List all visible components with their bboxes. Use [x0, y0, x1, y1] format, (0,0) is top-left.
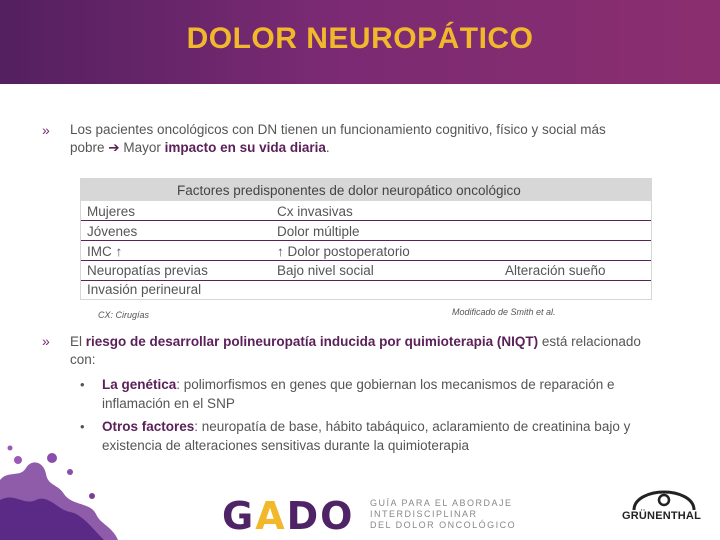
logo-letter: DO — [286, 494, 355, 538]
other-factors-text — [102, 417, 682, 455]
genetics-line-2: inflamación en el SNP — [102, 396, 235, 411]
tagline-line: INTERDISCIPLINAR — [370, 509, 478, 519]
logo-letter: G — [222, 494, 256, 538]
slide-title: DOLOR NEUROPÁTICO — [186, 22, 534, 55]
table-row — [81, 221, 651, 241]
intro-text: pobre — [70, 140, 109, 155]
other-factors-desc: : neuropatía de base, hábito tabáquico, aclaramiento de creatinina bajo y — [194, 419, 631, 434]
risk-line-2: con: — [70, 352, 96, 367]
intro-paragraph — [70, 121, 606, 157]
table-header — [81, 179, 651, 201]
risk-line-1 — [70, 333, 641, 351]
factor-cell: Bajo nivel social — [277, 263, 374, 278]
genetics-line-1 — [102, 375, 682, 394]
arrow-right-icon: ➔ — [108, 140, 120, 155]
logo-letter: A — [255, 494, 287, 538]
risk-text: está relacionado — [538, 334, 641, 349]
genetics-emphasis: La genética — [102, 377, 177, 392]
table-source: Modificado de Smith et al. — [452, 307, 556, 317]
other-factors-emphasis: Otros factores — [102, 419, 195, 434]
factor-cell: ↑ Dolor postoperatorio — [277, 244, 410, 259]
factor-cell: Jóvenes — [87, 224, 138, 239]
risk-text: El — [70, 334, 86, 349]
factor-cell: Mujeres — [87, 204, 136, 219]
grunenthal-brand: GRÜNENTHAL — [622, 510, 701, 522]
guia-tagline — [370, 498, 516, 531]
factor-cell: Cx invasivas — [277, 204, 353, 219]
intro-line-2 — [70, 139, 606, 157]
tagline-line: DEL DOLOR ONCOLÓGICO — [370, 520, 517, 530]
factors-table — [80, 178, 652, 300]
paint-splash-image — [0, 440, 130, 540]
bullet-dot-icon: • — [80, 419, 85, 434]
factor-cell: IMC ↑ — [87, 244, 123, 259]
tagline-line: GUÍA PARA EL ABORDAJE — [370, 498, 513, 508]
intro-line-1: Los pacientes oncológicos con DN tienen un funcionamiento cognitivo, físico y social más — [70, 122, 606, 137]
factor-cell: Neuropatías previas — [87, 263, 208, 278]
genetics-desc: : polimorfismos en genes que gobiernan los mecanismos de reparación e — [176, 377, 615, 392]
intro-emphasis: impacto en su vida diaria — [164, 140, 326, 155]
gado-logo — [222, 494, 354, 538]
risk-emphasis: riesgo de desarrollar polineuropatía inducida por quimioterapia (NIQT) — [85, 334, 539, 349]
genetics-text — [102, 375, 682, 413]
other-factors-line-1 — [102, 417, 682, 436]
factor-cell: Invasión perineural — [87, 282, 202, 297]
intro-text: Mayor — [119, 140, 165, 155]
title-banner — [0, 0, 720, 84]
bullet-dot-icon: • — [80, 377, 85, 392]
risk-paragraph — [70, 333, 641, 369]
chevron-bullet-icon: » — [42, 122, 50, 138]
factor-cell: Dolor múltiple — [277, 224, 360, 239]
intro-text: . — [325, 140, 330, 155]
table-title: Factores predisponentes de dolor neuropático oncológico — [177, 183, 521, 198]
other-factors-line-2: existencia de alteraciones sensitivas durante la quimioterapia — [102, 438, 469, 453]
factor-cell: Alteración sueño — [505, 263, 606, 278]
table-footnote: CX: Cirugías — [98, 310, 150, 320]
chevron-bullet-icon: » — [42, 333, 50, 349]
table-row — [81, 201, 651, 221]
